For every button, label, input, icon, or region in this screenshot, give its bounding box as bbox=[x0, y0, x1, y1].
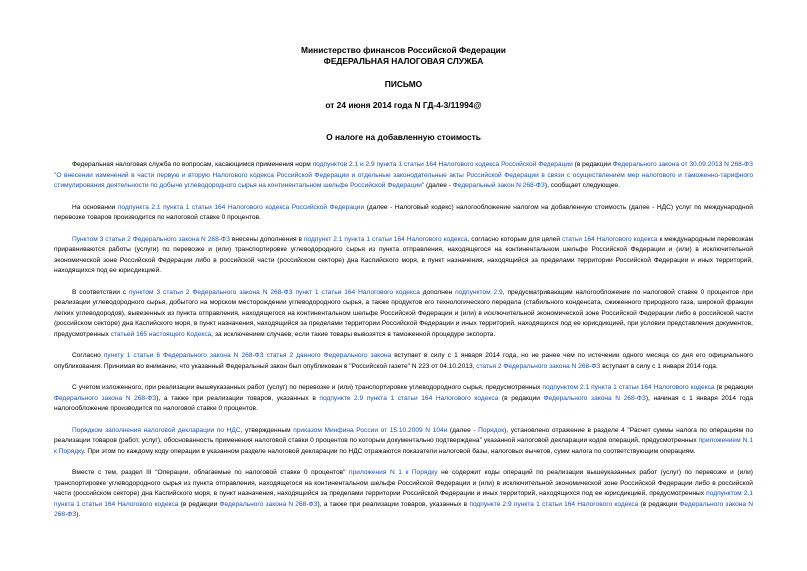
document-link[interactable]: пунктом 3 статьи 2 Федерального закона N 268-ФЗ bbox=[128, 288, 293, 296]
document-link[interactable]: Федерального закона N 268-ФЗ bbox=[54, 394, 157, 402]
document-link[interactable]: статьи 164 Налогового кодекса bbox=[562, 235, 658, 243]
document-link[interactable]: подпункт 2.1 пункта 1 статьи 164 Налогового кодекса bbox=[303, 235, 468, 243]
paragraph-text: к международным перевозкам приравниваются работы (услуги) по перевозке и (или) транспортировке углеводородного сырья из пункта отправления, находящегося на континентальном шельфе Российской Федерации и (или) в исключительной экономической зоне Российской Федерации либо в российской части (российском секторе) дна Каспийского моря, в пункт назначения, находящийся за пределами территории Российской Федерации и иных территорий, находящихся под ее юрисдикцией. bbox=[54, 235, 754, 274]
paragraph-text: (в редакции bbox=[572, 161, 613, 168]
document-link[interactable]: подпунктом 2.9 bbox=[455, 288, 503, 296]
paragraph-text: (далее - Налоговый кодекс) налогообложение налогом на добавленную стоимость (далее - НДС) услуг по международной перевозке товаров производится по налоговой ставке 0 процентов. bbox=[54, 203, 753, 221]
paragraph-text: Федеральная налоговая служба по вопросам, касающимся применения норм bbox=[72, 161, 313, 168]
paragraph-text: вступает в силу с 1 января 2014 года. bbox=[600, 362, 718, 370]
document-link[interactable]: подпунктов 2.1 и 2.9 пункта 1 статьи 164 Налогового кодекса Российской Федерации bbox=[312, 161, 573, 168]
document-type: ПИСЬМО bbox=[384, 79, 423, 89]
paragraph-text: (в редакции bbox=[714, 384, 753, 391]
document-link[interactable]: статья 2 Федерального закона N 268-ФЗ bbox=[476, 362, 601, 370]
paragraph-text: . При этом по каждому коду операции в указанном разделе налоговой декларации по НДС отражаются показатели налоговой базы, налоговых вычетов, сумм налога по соответствующим операциям. bbox=[83, 447, 696, 455]
document-link[interactable]: приложением N 1 к Порядку bbox=[54, 437, 753, 455]
paragraph-text: Согласно bbox=[72, 352, 104, 359]
document-link[interactable]: Порядок bbox=[478, 426, 505, 434]
ministry-name: Министерство финансов Российской Федерации bbox=[301, 45, 506, 55]
document-link[interactable]: подпунктом 2.1 пункта 1 статьи 164 Налогового кодекса bbox=[54, 490, 753, 508]
document-link[interactable]: Пунктом 3 статьи 2 Федерального закона N 268-ФЗ bbox=[72, 235, 230, 243]
paragraph-5 bbox=[54, 351, 753, 372]
document-link[interactable]: подпункте 2.9 пункта 1 статьи 164 Налогового кодекса bbox=[469, 500, 639, 508]
paragraph-text: , за исключением случаев, если такие товары вывозятся в таможенной процедуре экспорта. bbox=[211, 330, 496, 338]
paragraph-text: внесены дополнения в bbox=[229, 235, 304, 243]
paragraph-text: (далее - bbox=[447, 426, 479, 434]
paragraph-text: дополнен bbox=[419, 288, 456, 296]
paragraph-text: ), установлено отражение в разделе 4 "Расчет суммы налога по операциям по реализации товаров (работ, услуг), обоснованность применения налоговой ставки 0 процентов по которым документально подтверждена" указанной налоговой декларации кодов операций, предусмотренных bbox=[54, 426, 753, 444]
document-link[interactable]: статья 2 данного Федерального закона bbox=[266, 352, 392, 359]
document-link[interactable]: Федерального закона N 268-ФЗ bbox=[54, 500, 753, 518]
document-subject: О налоге на добавленную стоимость bbox=[326, 132, 481, 142]
paragraph-text: вступает в силу с 1 января 2014 года, но не ранее чем по истечении одного месяца со дня его официального опубликования. Принимая во внимание, что указанный Федеральный закон был опубликован в "Российской газете" N 223 от 04.10.2013, bbox=[54, 352, 753, 370]
document-link[interactable]: приложения N 1 к Порядку bbox=[349, 469, 438, 476]
paragraph-text: , предусматривающим налогообложение по налоговой ставке 0 процентов при реализации углеводородного сырья, добытого на морском месторождении углеводородного сырья, а также продуктов его технологического передела (стабильного конденсата, сжиженного природного газа, широкой фракции легких углеводородов), вывезенных из пункта отправления, находящегося на континентальном шельфе Российской Федерации и (или) в исключительной экономической зоне Российской Федерации либо в российской части (российском секторе) дна Каспийского моря, в пункт назначения, находящийся за пределами территории Российской Федерации и иных территорий, находящихся под ее юрисдикцией, при условии представления документов, предусмотренных bbox=[54, 288, 753, 338]
paragraph-text: ), сообщает следующее. bbox=[544, 182, 620, 189]
document-link[interactable]: статьей 165 настоящего Кодекса bbox=[110, 330, 212, 338]
paragraph-text: ), а также при реализации товаров, указанных в bbox=[317, 500, 470, 508]
document-link[interactable]: Федеральный закон N 268-ФЗ bbox=[452, 182, 545, 189]
paragraph-text: Вместе с тем, раздел III "Операции, облагаемые по налоговой ставке 0 процентов" bbox=[72, 469, 350, 476]
paragraph-text: С учетом изложенного, при реализации вышеуказанных работ (услуг) по перевозке и (или) транспортировке углеводородного сырья, предусмотренных bbox=[72, 384, 543, 391]
document-link[interactable]: подпунктом 2.1 пункта 1 статьи 164 Налогового кодекса bbox=[542, 384, 715, 391]
paragraph-text: (в редакции bbox=[178, 500, 220, 508]
paragraph-6 bbox=[54, 383, 753, 415]
document-link[interactable]: подпункте 2.9 пункта 1 статьи 164 Налогового кодекса bbox=[319, 394, 499, 402]
paragraph-text: , утвержденным bbox=[240, 426, 294, 434]
paragraph-1 bbox=[54, 160, 753, 192]
document-link[interactable]: Федерального закона N 268-ФЗ bbox=[543, 394, 646, 402]
document-link[interactable]: пункту 1 статьи 6 Федерального закона N 268-ФЗ bbox=[103, 352, 264, 359]
paragraph-2 bbox=[54, 203, 753, 224]
paragraph-text: ), а также при реализации товаров, указанных в bbox=[156, 394, 320, 402]
document-link[interactable]: Федерального закона от 30.09.2013 N 268-ФЗ "О внесении изменений в части первую и вторую Налогового кодекса Российской Федерации и отдельные законодательные акты Российской Федерации в связи с осуществлением мер налогового и таможенно-тарифного стимулирования деятельности по добыче углеводородного сырья на континентальном шельфе Российской Федерации" bbox=[54, 161, 753, 189]
document-number: от 24 июня 2014 года N ГД-4-3/11994@ bbox=[325, 100, 482, 110]
document-link[interactable]: Федерального закона N 268-ФЗ bbox=[219, 500, 318, 508]
paragraph-text: (далее - bbox=[424, 182, 453, 189]
paragraph-text: (в редакции bbox=[498, 394, 544, 402]
paragraph-text: В соответствии с bbox=[72, 288, 129, 296]
paragraph-text: На основании bbox=[72, 203, 118, 211]
paragraph-text: (в редакции bbox=[638, 500, 680, 508]
paragraph-text: , согласно которым для целей bbox=[467, 235, 563, 243]
document-link[interactable]: пункт 1 статьи 164 Налогового кодекса bbox=[295, 288, 420, 296]
paragraph-text: ). bbox=[76, 511, 81, 518]
paragraph-text: не содержит коды операций по реализации вышеуказанных работ (услуг) по перевозке и (или) транспортировке углеводородного сырья из пункта отправления, находящегося на континентальном шельфе Российской Федерации и (или) в исключительной экономической зоне Российской Федерации либо в российской части (российском секторе) дна Каспийского моря, в пункт назначения, находящийся за пределами территории Российской Федерации и иных территорий, находящихся под ее юрисдикцией, предусмотренных bbox=[54, 469, 753, 497]
paragraph-7 bbox=[54, 426, 753, 458]
document-link[interactable]: подпункта 2.1 пункта 1 статьи 164 Налогового кодекса Российской Федерации bbox=[117, 203, 365, 211]
document-link[interactable]: приказом Минфина России от 15.10.2009 N 104н bbox=[293, 426, 448, 434]
document-link[interactable]: Порядком заполнения налоговой декларации по НДС bbox=[72, 426, 241, 434]
paragraph-3 bbox=[54, 235, 753, 277]
document-body bbox=[54, 143, 753, 521]
paragraph-text: ), начиная с 1 января 2014 года налогообложение производится по налоговой ставке 0 процентов. bbox=[54, 394, 753, 412]
paragraph-4 bbox=[54, 288, 753, 341]
paragraph-8 bbox=[54, 468, 753, 521]
service-name: ФЕДЕРАЛЬНАЯ НАЛОГОВАЯ СЛУЖБА bbox=[323, 56, 484, 66]
